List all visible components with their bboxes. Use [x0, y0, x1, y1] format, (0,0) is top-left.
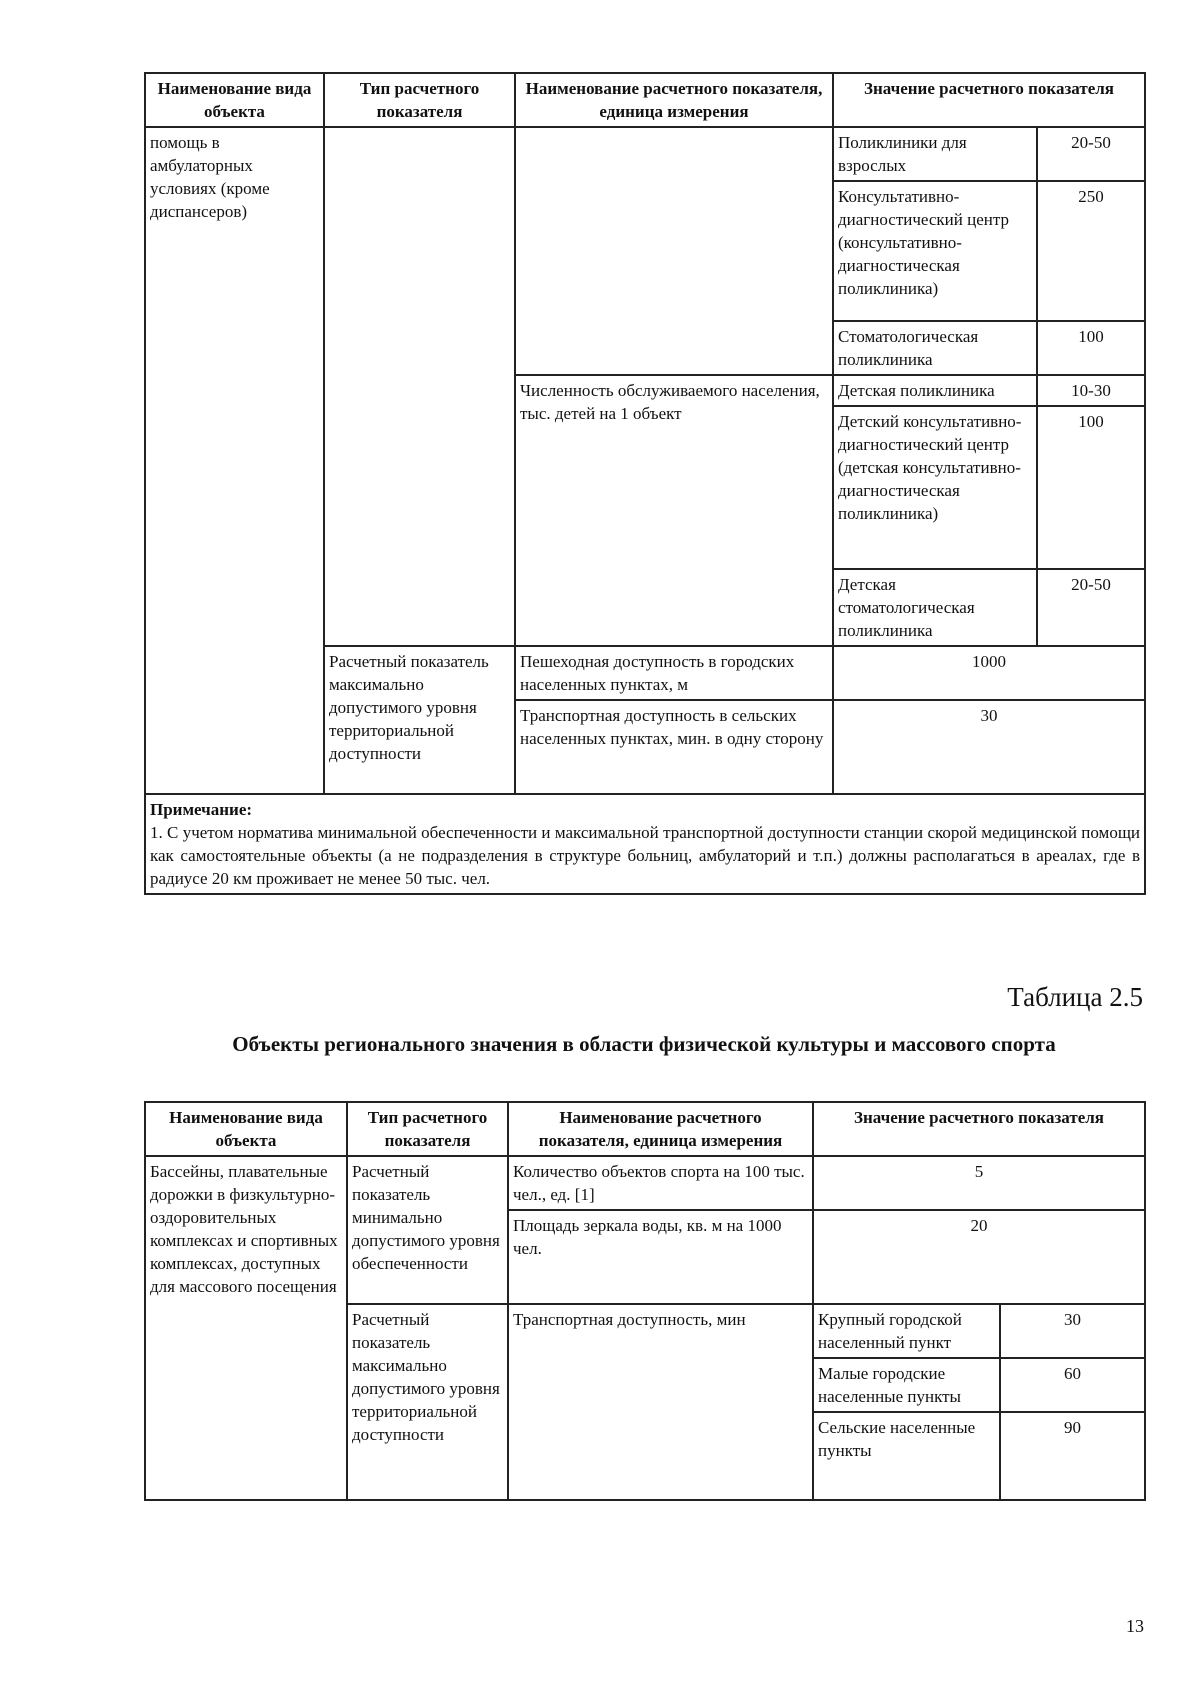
indicator-name: Численность обслуживаемого населения, тыс. детей на 1 объект	[515, 375, 833, 646]
facility-value: 250	[1037, 181, 1145, 321]
indicator-value: 1000	[833, 646, 1145, 700]
empty-cell	[324, 127, 515, 646]
indicator-name: Транспортная доступность в сельских населенных пунктах, мин. в одну сторону	[515, 700, 833, 794]
column-header: Тип расчетного показателя	[347, 1102, 508, 1156]
column-header: Наименование расчетного показателя, единица измерения	[508, 1102, 813, 1156]
facility-name: Стоматологическая поликлиника	[833, 321, 1037, 375]
indicator-name: Площадь зеркала воды, кв. м на 1000 чел.	[508, 1210, 813, 1304]
column-header: Наименование вида объекта	[145, 73, 324, 127]
settlement-value: 30	[1000, 1304, 1145, 1358]
indicator-type: Расчетный показатель максимально допустимого уровня территориальной доступности	[347, 1304, 508, 1500]
indicator-value: 5	[813, 1156, 1145, 1210]
facility-value: 20-50	[1037, 127, 1145, 181]
note-cell	[145, 794, 1145, 894]
settlement-value: 90	[1000, 1412, 1145, 1500]
indicator-name: Транспортная доступность, мин	[508, 1304, 813, 1500]
column-header: Значение расчетного показателя	[813, 1102, 1145, 1156]
settlement-name: Малые городские населенные пункты	[813, 1358, 1000, 1412]
facility-name: Детская стоматологическая поликлиника	[833, 569, 1037, 646]
empty-cell	[515, 127, 833, 375]
indicator-name: Пешеходная доступность в городских населенных пунктах, м	[515, 646, 833, 700]
indicator-value: 20	[813, 1210, 1145, 1304]
indicator-type: Расчетный показатель минимально допустимого уровня обеспеченности	[347, 1156, 508, 1304]
healthcare-norms-table	[144, 72, 1146, 895]
facility-name: Детская поликлиника	[833, 375, 1037, 406]
column-header: Тип расчетного показателя	[324, 73, 515, 127]
facility-name: Детский консультативно-диагностический центр (детская консультативно-диагностическая поликлиника)	[833, 406, 1037, 569]
table-row	[145, 127, 1145, 181]
note-text: 1. С учетом норматива минимальной обеспеченности и максимальной транспортной доступности станции скорой медицинской помощи как самостоятельные объекты (а не подразделения в структуре больниц, амбулаторий и т.п.) должны располагаться в ареалах, где в радиусе 20 км проживает не менее 50 тыс. чел.	[150, 823, 1141, 888]
settlement-name: Сельские населенные пункты	[813, 1412, 1000, 1500]
indicator-type: Расчетный показатель максимально допустимого уровня территориальной доступности	[324, 646, 515, 794]
table-header-row	[145, 1102, 1145, 1156]
table-row	[145, 1156, 1145, 1210]
settlement-value: 60	[1000, 1358, 1145, 1412]
table-title: Объекты регионального значения в области физической культуры и массового спорта	[232, 1032, 1056, 1056]
facility-value: 100	[1037, 406, 1145, 569]
sports-norms-table	[144, 1101, 1146, 1501]
column-header: Наименование расчетного показателя, единица измерения	[515, 73, 833, 127]
note-row	[145, 794, 1145, 894]
settlement-name: Крупный городской населенный пункт	[813, 1304, 1000, 1358]
facility-name: Поликлиники для взрослых	[833, 127, 1037, 181]
facility-value: 10-30	[1037, 375, 1145, 406]
indicator-value: 30	[833, 700, 1145, 794]
column-header: Наименование вида объекта	[145, 1102, 347, 1156]
facility-value: 100	[1037, 321, 1145, 375]
facility-value: 20-50	[1037, 569, 1145, 646]
indicator-name: Количество объектов спорта на 100 тыс. чел., ед. [1]	[508, 1156, 813, 1210]
facility-name: Консультативно-диагностический центр (консультативно-диагностическая поликлиника)	[833, 181, 1037, 321]
column-header: Значение расчетного показателя	[833, 73, 1145, 127]
object-name-cell: Бассейны, плавательные дорожки в физкультурно-оздоровительных комплексах и спортивных комплексах, доступных для массового посещения	[145, 1156, 347, 1500]
page-number: 13	[1126, 1616, 1144, 1636]
table-caption: Таблица 2.5	[1007, 982, 1143, 1012]
object-name-cell: помощь в амбулаторных условиях (кроме диспансеров)	[145, 127, 324, 794]
table-header-row	[145, 73, 1145, 127]
note-title: Примечание:	[150, 800, 253, 819]
